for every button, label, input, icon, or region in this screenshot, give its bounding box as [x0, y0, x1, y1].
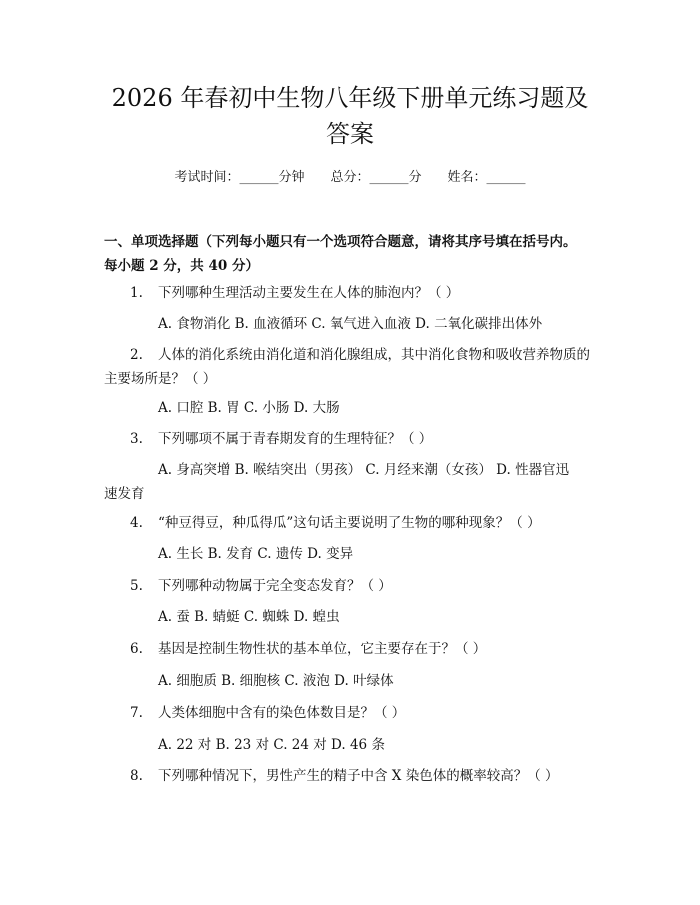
exam-meta [0, 168, 700, 188]
question-5-options [104, 605, 604, 629]
exam-time: 考试时间：______分钟 [174, 170, 305, 185]
question-4-options [104, 542, 604, 566]
question-stem: 人体的消化系统由消化道和消化腺组成，其中消化食物和吸收营养物质的 [158, 347, 590, 363]
question-2 [104, 343, 604, 391]
question-stem: 下列哪项不属于青春期发育的生理特征？（ ） [158, 431, 433, 447]
question-stem: “种豆得豆，种瓜得瓜”这句话主要说明了生物的哪种现象？（ ） [158, 515, 541, 531]
student-name: 姓名：______ [447, 170, 526, 185]
question-number: 3. [130, 431, 143, 447]
question-3-options [104, 458, 604, 506]
options-text: A. 生长 B. 发育 C. 遗传 D. 变异 [158, 546, 354, 562]
question-stem: 人类体细胞中含有的染色体数目是？（ ） [158, 705, 406, 721]
section-heading-line-1: 一、单项选择题（下列每小题只有一个选项符合题意，请将其序号填在括号内。 [104, 234, 577, 250]
question-number: 2. [130, 347, 143, 363]
question-1 [104, 281, 604, 305]
question-stem-continued: 主要场所是？（ ） [104, 371, 217, 387]
question-stem: 下列哪种动物属于完全变态发育？（ ） [158, 578, 392, 594]
options-text: A. 食物消化 B. 血液循环 C. 氧气进入血液 D. 二氧化碳排出体外 [158, 316, 543, 332]
page-title [70, 80, 630, 152]
question-stem: 下列哪种情况下，男性产生的精子中含 X 染色体的概率较高？（ ） [158, 768, 559, 784]
question-3 [104, 427, 604, 451]
exam-score: 总分：______分 [330, 170, 422, 185]
question-number: 7. [130, 705, 143, 721]
question-stem: 下列哪种生理活动主要发生在人体的肺泡内？（ ） [158, 285, 460, 301]
question-number: 1. [130, 285, 143, 301]
title-line-1: 2026 年春初中生物八年级下册单元练习题及 [111, 84, 589, 112]
question-6 [104, 637, 604, 661]
options-text: A. 口腔 B. 胃 C. 小肠 D. 大肠 [158, 400, 340, 416]
section-heading-line-2: 每小题 2 分，共 40 分） [104, 258, 259, 274]
question-7 [104, 701, 604, 725]
question-6-options [104, 669, 604, 693]
section-heading [104, 230, 604, 278]
title-line-2: 答案 [326, 120, 374, 148]
question-8 [104, 764, 604, 788]
options-text: A. 身高突增 B. 喉结突出（男孩） C. 月经来潮（女孩） D. 性器官迅 [158, 462, 570, 478]
question-5 [104, 574, 604, 598]
question-number: 6. [130, 641, 143, 657]
question-7-options [104, 733, 604, 757]
question-1-options [104, 312, 604, 336]
question-number: 8. [130, 768, 143, 784]
options-text: A. 蚕 B. 蜻蜓 C. 蜘蛛 D. 蝗虫 [158, 609, 340, 625]
question-number: 5. [130, 578, 143, 594]
options-text-continued: 速发育 [104, 486, 145, 502]
question-number: 4. [130, 515, 143, 531]
options-text: A. 细胞质 B. 细胞核 C. 液泡 D. 叶绿体 [158, 673, 394, 689]
options-text: A. 22 对 B. 23 对 C. 24 对 D. 46 条 [158, 737, 385, 753]
question-4 [104, 511, 604, 535]
question-stem: 基因是控制生物性状的基本单位，它主要存在于？（ ） [158, 641, 487, 657]
question-2-options [104, 396, 604, 420]
